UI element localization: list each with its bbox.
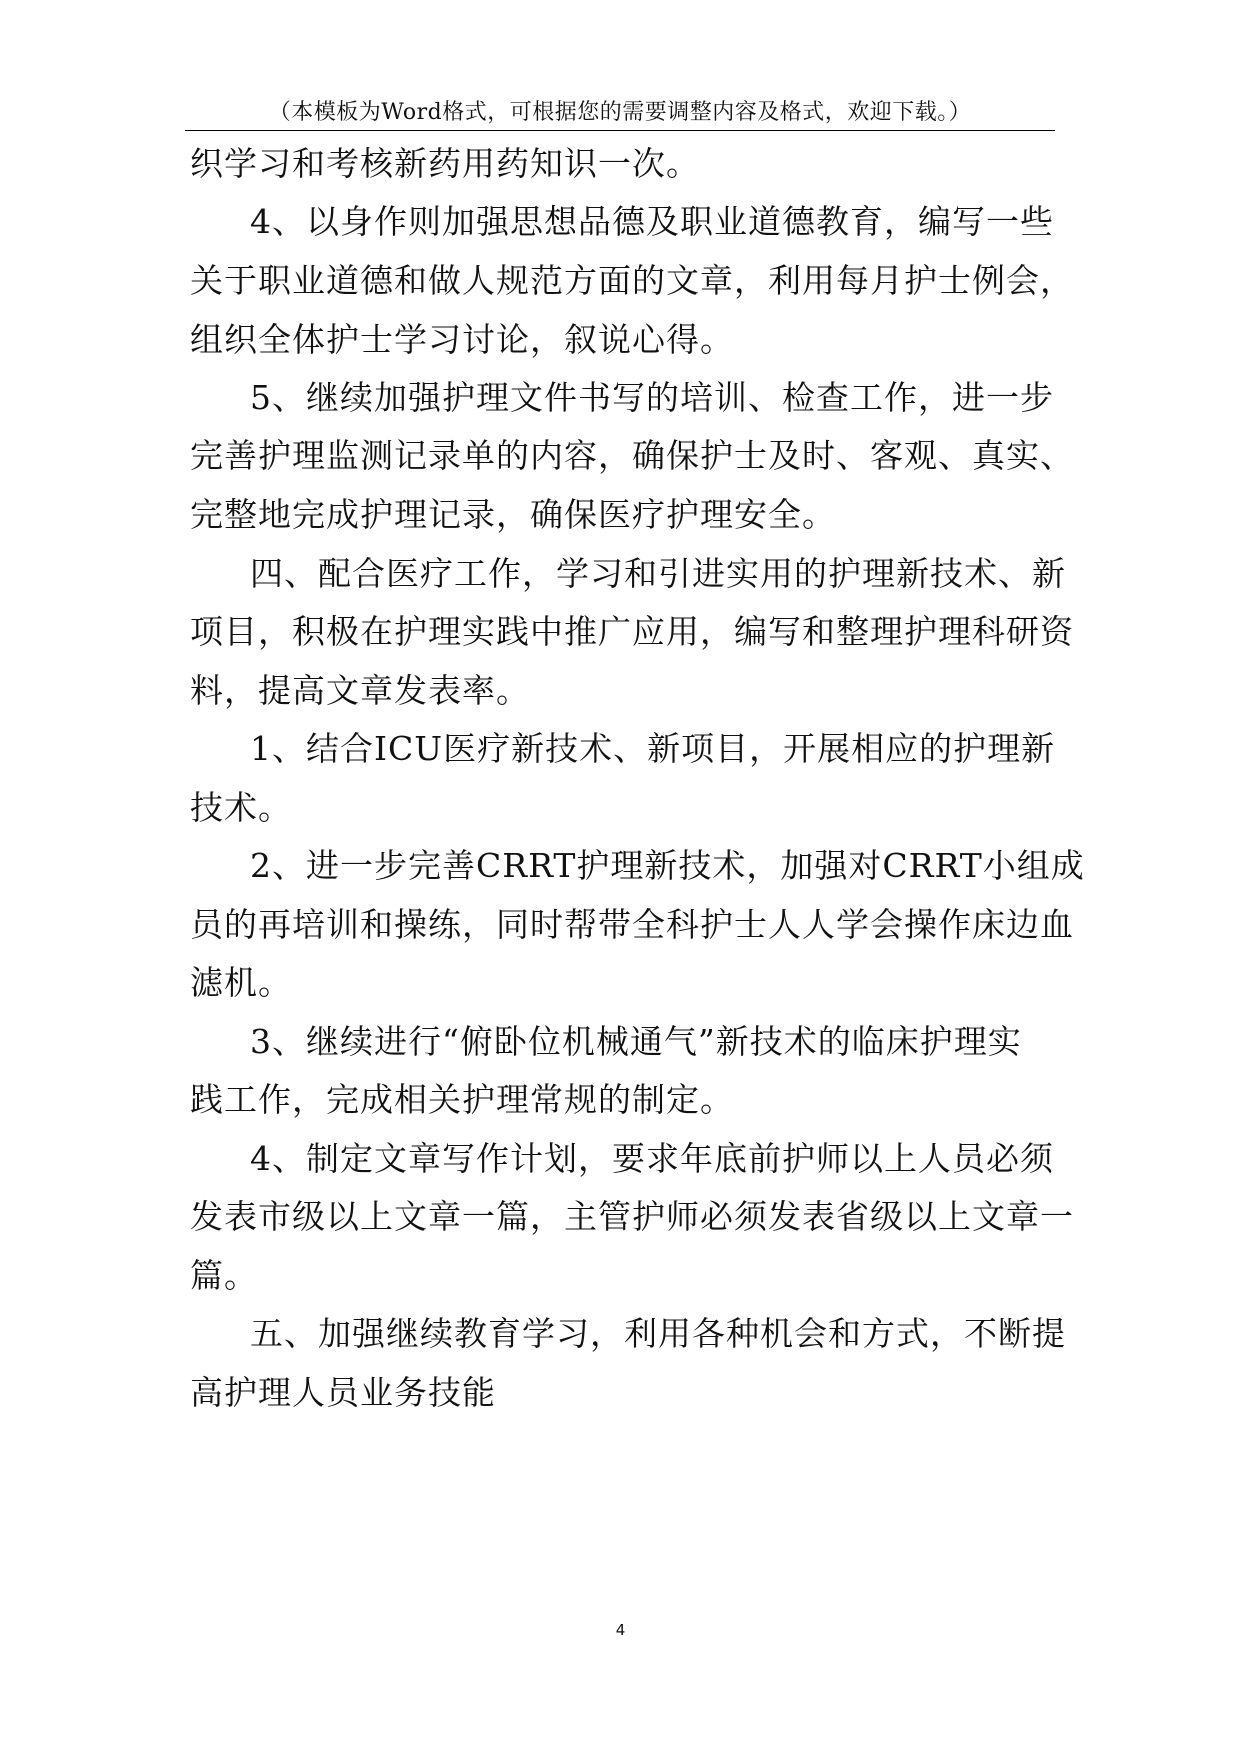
text-line: 四、配合医疗工作，学习和引进实用的护理新技术、新 bbox=[250, 554, 1066, 593]
page-header: （本模板为Word格式，可根据您的需要调整内容及格式，欢迎下载。） bbox=[268, 100, 972, 125]
text-line: 践工作，完成相关护理常规的制定。 bbox=[190, 1080, 734, 1119]
text-line: 2、进一步完善CRRT护理新技术，加强对CRRT小组成 bbox=[250, 846, 1085, 885]
text-line: 五、加强继续教育学习，利用各种机会和方式，不断提 bbox=[250, 1314, 1066, 1353]
text-line: 4、以身作则加强思想品德及职业道德教育，编写一些 bbox=[250, 202, 1054, 241]
text-line: 技术。 bbox=[190, 788, 292, 827]
text-line: 3、继续进行“俯卧位机械通气”新技术的临床护理实 bbox=[250, 1022, 1022, 1061]
text-line: 5、继续加强护理文件书写的培训、检查工作，进一步 bbox=[250, 378, 1054, 417]
text-line: 组织全体护士学习讨论，叙说心得。 bbox=[190, 320, 734, 359]
text-line: 完整地完成护理记录，确保医疗护理安全。 bbox=[190, 495, 836, 534]
text-line: 织学习和考核新药用药知识一次。 bbox=[190, 144, 700, 183]
text-line: 料，提高文章发表率。 bbox=[190, 671, 530, 710]
header-rule bbox=[185, 130, 1055, 131]
text-line: 滤机。 bbox=[190, 963, 292, 1002]
text-line: 4、制定文章写作计划，要求年底前护师以上人员必须 bbox=[250, 1139, 1054, 1178]
text-line: 高护理人员业务技能 bbox=[190, 1373, 496, 1412]
text-line: 完善护理监测记录单的内容，确保护士及时、客观、真实、 bbox=[190, 436, 1074, 475]
text-line: 项目，积极在护理实践中推广应用，编写和整理护理科研资 bbox=[190, 612, 1074, 651]
page-number: 4 bbox=[615, 1621, 626, 1639]
text-line: 1、结合ICU医疗新技术、新项目，开展相应的护理新 bbox=[250, 729, 1056, 768]
text-line: 关于职业道德和做人规范方面的文章，利用每月护士例会， bbox=[190, 261, 1074, 300]
text-line: 发表市级以上文章一篇，主管护师必须发表省级以上文章一 bbox=[190, 1197, 1074, 1236]
text-line: 员的再培训和操练，同时帮带全科护士人人学会操作床边血 bbox=[190, 905, 1074, 944]
text-line: 篇。 bbox=[190, 1256, 258, 1295]
